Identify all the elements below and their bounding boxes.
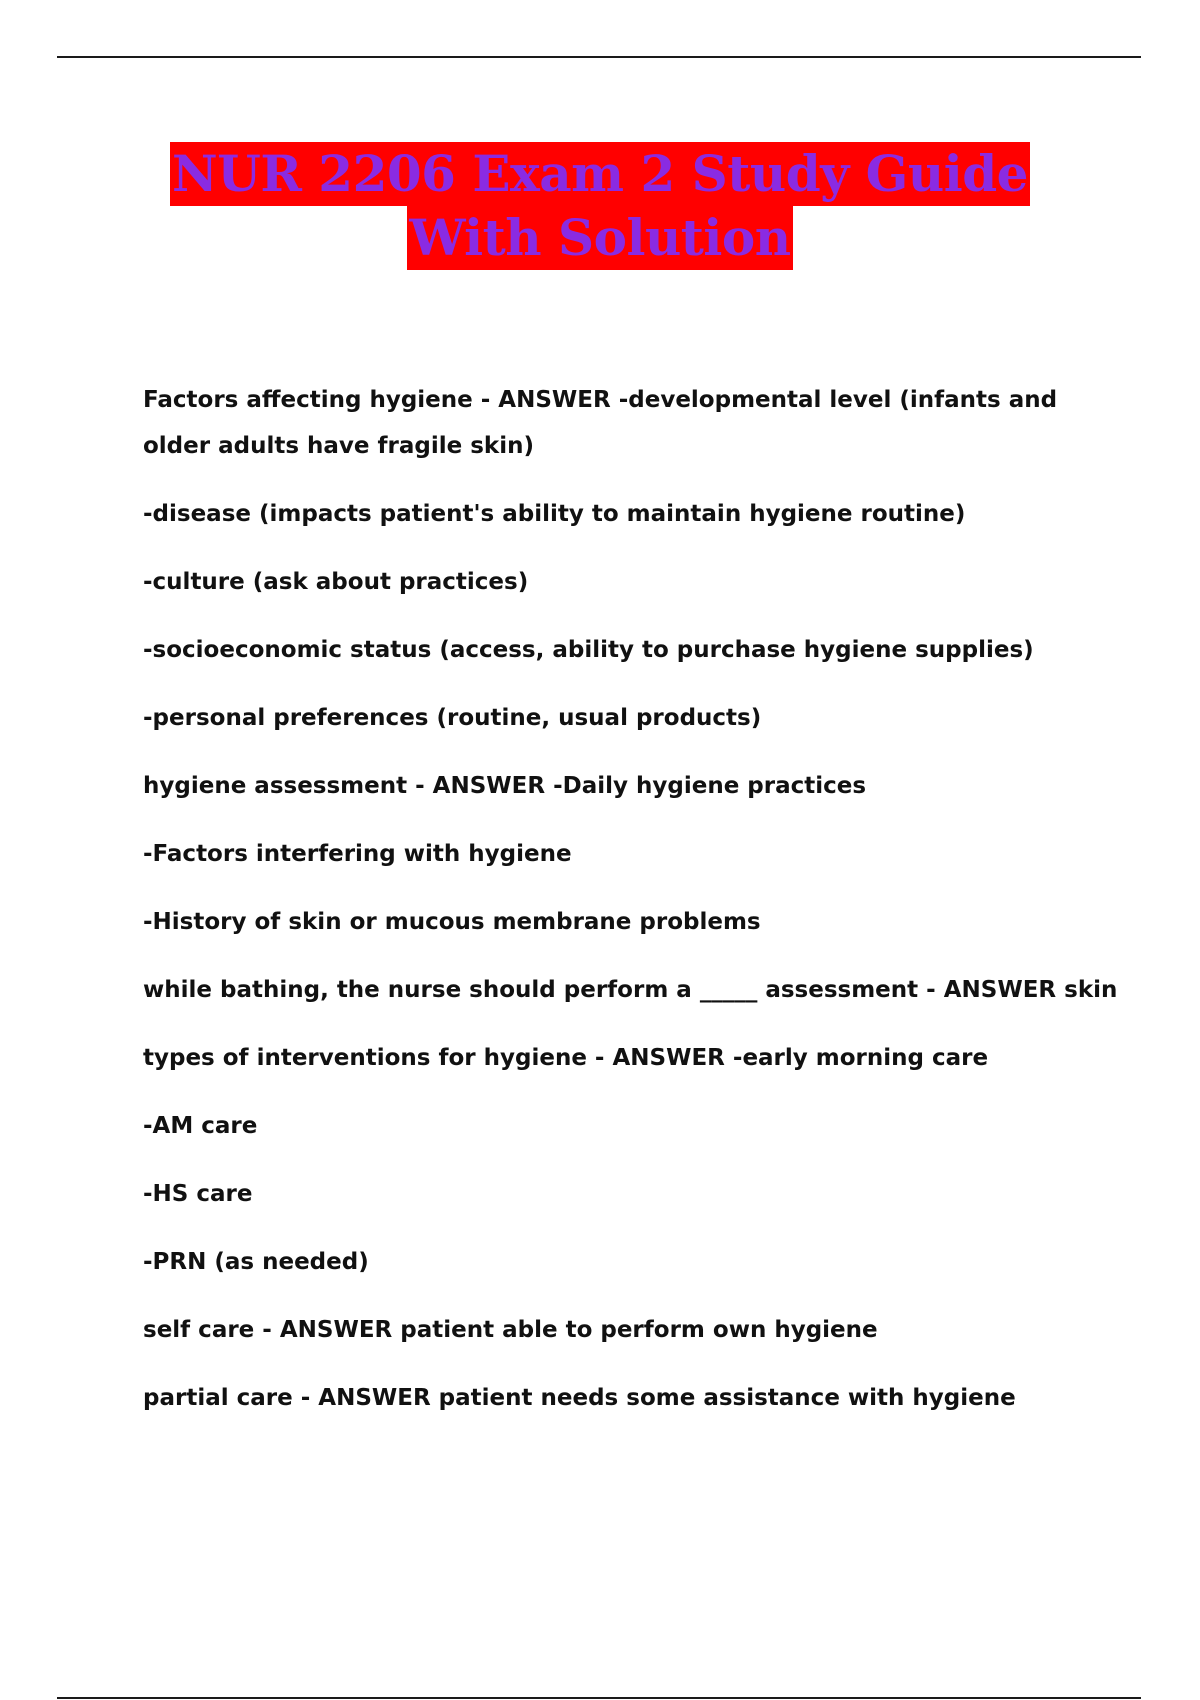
paragraph-partial-care: partial care - ANSWER patient needs some assistance with hygiene	[143, 1385, 1016, 1411]
paragraph-hygiene-assessment: hygiene assessment - ANSWER -Daily hygiene practices	[143, 773, 867, 799]
bottom-rule	[57, 1697, 1141, 1699]
paragraph-hs-care: -HS care	[143, 1181, 253, 1207]
paragraph-disease: -disease (impacts patient's ability to maintain hygiene routine)	[143, 501, 966, 527]
document-title	[0, 142, 1200, 270]
document-body	[143, 377, 1118, 1443]
paragraph-prn: -PRN (as needed)	[143, 1249, 369, 1275]
paragraph-history-of-skin: -History of skin or mucous membrane problems	[143, 909, 761, 935]
title-line-2: With Solution	[407, 206, 792, 270]
paragraph-types-of-interventions: types of interventions for hygiene - ANSWER -early morning care	[143, 1045, 989, 1071]
paragraph-personal-preferences: -personal preferences (routine, usual products)	[143, 705, 762, 731]
paragraph-socioeconomic-status: -socioeconomic status (access, ability to purchase hygiene supplies)	[143, 637, 1034, 663]
top-rule	[57, 56, 1141, 58]
paragraph-culture: -culture (ask about practices)	[143, 569, 529, 595]
paragraph-factors-affecting-hygiene: Factors affecting hygiene - ANSWER -developmental level (infants and older adults have fragile skin)	[143, 387, 1058, 459]
paragraph-factors-interfering: -Factors interfering with hygiene	[143, 841, 572, 867]
paragraph-self-care: self care - ANSWER patient able to perform own hygiene	[143, 1317, 878, 1343]
title-line-1: NUR 2206 Exam 2 Study Guide	[170, 142, 1030, 206]
paragraph-am-care: -AM care	[143, 1113, 258, 1139]
paragraph-bathing-assessment: while bathing, the nurse should perform a _____ assessment - ANSWER skin	[143, 977, 1118, 1003]
